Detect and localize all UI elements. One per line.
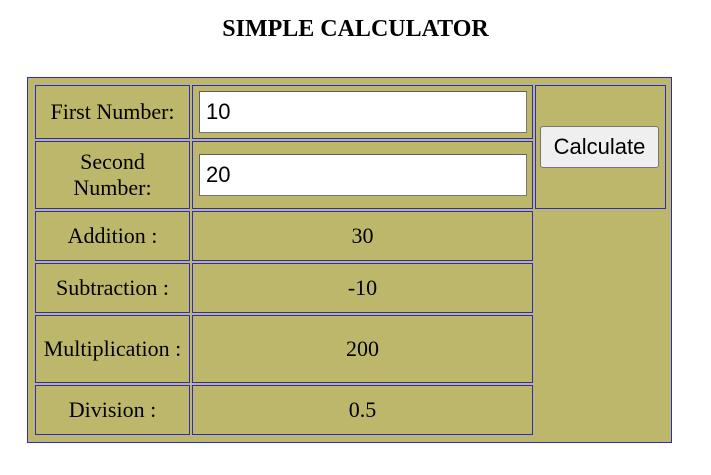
calculate-button[interactable]: Calculate (540, 126, 659, 168)
addition-result: 30 (192, 211, 533, 261)
multiplication-label: Multiplication : (35, 315, 190, 383)
second-number-label: Second Number: (35, 141, 190, 209)
division-result: 0.5 (192, 385, 533, 435)
addition-label: Addition : (35, 211, 190, 261)
first-number-label: First Number: (35, 85, 190, 139)
second-number-input[interactable] (199, 154, 527, 196)
subtraction-result: -10 (192, 263, 533, 313)
division-label: Division : (35, 385, 190, 435)
subtraction-label: Subtraction : (35, 263, 190, 313)
page-title: SIMPLE CALCULATOR (222, 16, 489, 42)
multiplication-result: 200 (192, 315, 533, 383)
first-number-input[interactable] (199, 91, 527, 133)
